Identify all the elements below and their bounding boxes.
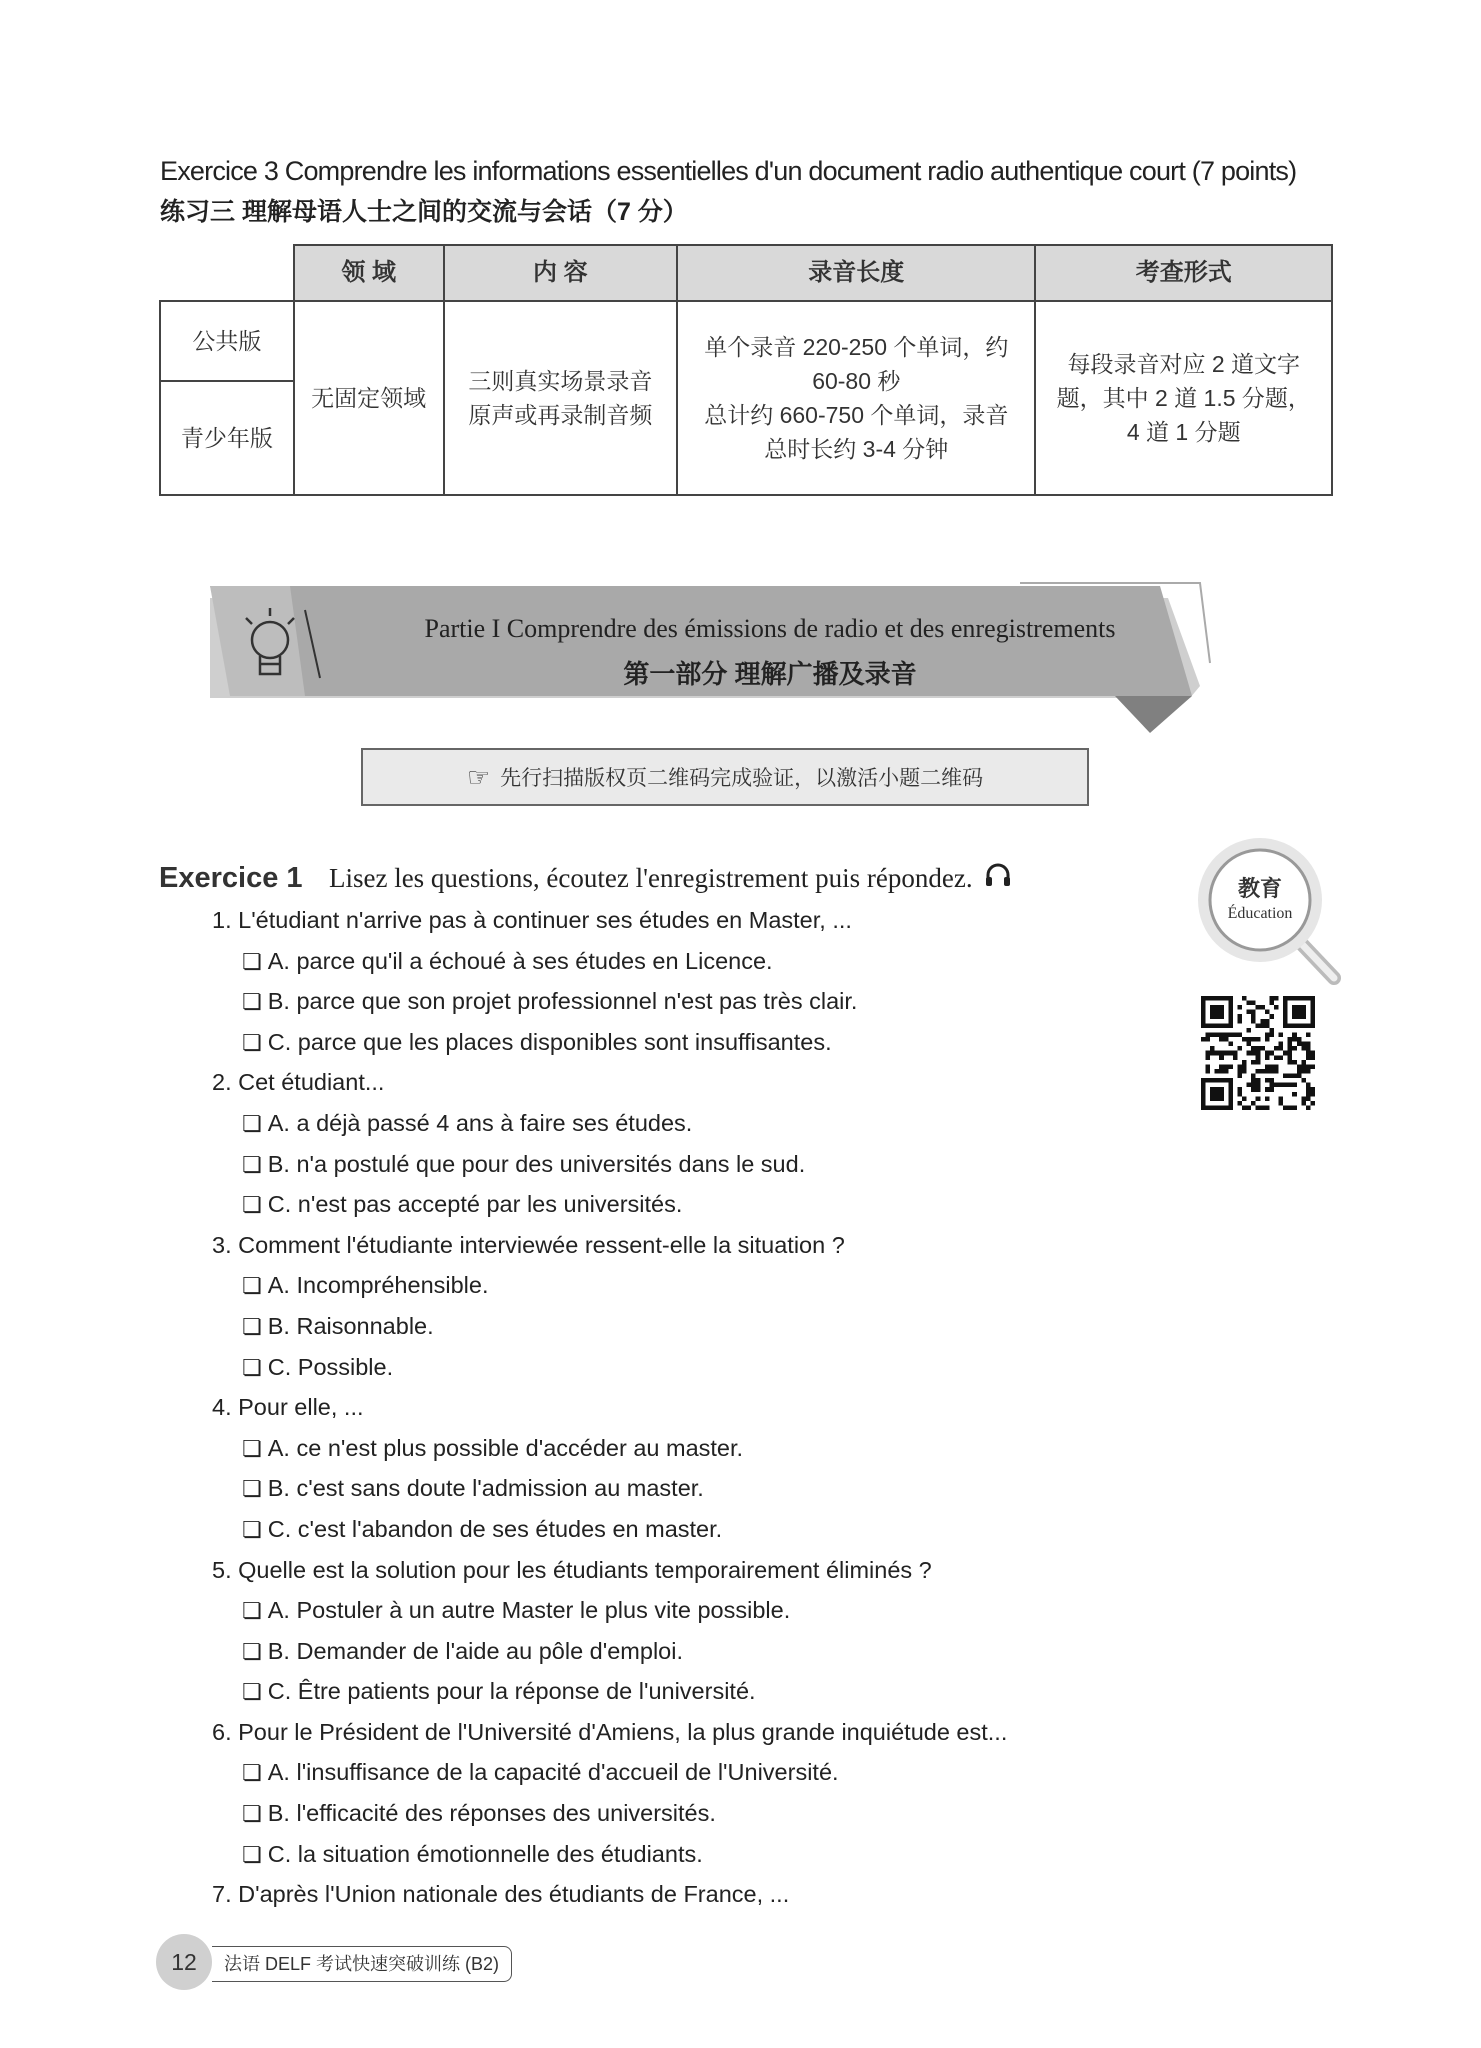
length-line: 60-80 秒 [812,368,901,394]
question-6: 6. Pour le Président de l'Université d'Amiens, la plus grande inquiétude est... [212,1718,1008,1745]
answer-option-label: B. Raisonnable. [267,1312,434,1339]
answer-option[interactable] [212,1468,1212,1509]
answer-option[interactable] [212,1793,1212,1834]
question-7: 7. D'après l'Union nationale des étudiants de France, ... [212,1881,790,1908]
table-corner [160,245,294,301]
checkbox-icon[interactable]: ❏ [242,1476,262,1502]
cell-content [444,301,678,495]
version-public: 公共版 [160,301,294,381]
table-row [160,301,1332,381]
answer-option[interactable] [212,1022,1212,1063]
answer-option[interactable] [212,1103,1212,1144]
checkbox-icon[interactable]: ❏ [242,989,262,1015]
banner-fold [1115,696,1192,733]
answer-option[interactable] [212,1265,1212,1306]
badge-fr: Éducation [1227,905,1293,922]
table-header-row [160,245,1332,301]
answer-option-label: A. Incompréhensible. [267,1272,489,1299]
question-2: 2. Cet étudiant... [212,1069,385,1096]
answer-option-label: A. l'insuffisance de la capacité d'accueil de l'Université. [267,1759,839,1786]
answer-option[interactable] [212,1590,1212,1631]
length-line: 单个录音 220-250 个单词，约 [704,334,1009,360]
answer-option[interactable] [212,1428,1212,1469]
answer-option-label: C. Possible. [267,1353,394,1380]
answer-option-label: C. la situation émotionnelle des étudiants. [267,1840,703,1867]
pointing-hand-icon: ☞ [466,761,491,792]
answer-option[interactable] [212,1306,1212,1347]
answer-option-label: B. parce que son projet professionnel n'est pas très clair. [267,988,858,1015]
answer-option-label: B. l'efficacité des réponses des universités. [267,1800,716,1827]
scan-notice-box [361,748,1089,806]
format-line: 题，其中 2 道 1.5 分题， [1056,385,1311,411]
answer-option-label: A. a déjà passé 4 ans à faire ses études. [267,1109,693,1136]
header-domain: 领 域 [294,245,444,301]
exercise1-heading [159,862,1011,895]
answer-option-label: C. parce que les places disponibles sont insuffisantes. [267,1028,832,1055]
format-line: 每段录音对应 2 道文字 [1067,351,1301,377]
checkbox-icon[interactable]: ❏ [242,1598,262,1624]
cell-format [1035,301,1332,495]
checkbox-icon[interactable]: ❏ [242,1110,262,1136]
checkbox-icon[interactable]: ❏ [242,1679,262,1705]
checkbox-icon[interactable]: ❏ [242,1435,262,1461]
question-5: 5. Quelle est la solution pour les étudiants temporairement éliminés ? [212,1556,932,1583]
answer-option-label: A. parce qu'il a échoué à ses études en Licence. [267,947,773,974]
answer-option-label: C. n'est pas accepté par les universités. [267,1191,683,1218]
checkbox-icon[interactable]: ❏ [242,1760,262,1786]
cell-length [677,301,1035,495]
format-line: 4 道 1 分题 [1126,419,1241,445]
answer-option-label: C. Être patients pour la réponse de l'université. [267,1678,756,1705]
education-magnifier-badge [1188,830,1342,990]
header-content: 内 容 [444,245,678,301]
checkbox-icon[interactable]: ❏ [242,1841,262,1867]
exam-info-table [159,244,1333,496]
answer-option-label: B. Demander de l'aide au pôle d'emploi. [267,1637,683,1664]
question-4: 4. Pour elle, ... [212,1394,364,1421]
header-format: 考查形式 [1035,245,1332,301]
length-line: 总计约 660-750 个单词，录音 [704,402,1009,428]
checkbox-icon[interactable]: ❏ [242,1273,262,1299]
checkbox-icon[interactable]: ❏ [242,1516,262,1542]
checkbox-icon[interactable]: ❏ [242,1192,262,1218]
headphones-icon[interactable] [985,863,1011,887]
question-3: 3. Comment l'étudiante interviewée ressent-elle la situation ? [212,1231,845,1258]
exercise1-instruction: Lisez les questions, écoutez l'enregistrement puis répondez. [328,863,973,893]
checkbox-icon[interactable]: ❏ [242,1801,262,1827]
page-number: 12 [156,1934,212,1990]
answer-option[interactable] [212,941,1212,982]
answer-option-label: B. n'a postulé que pour des universités dans le sud. [267,1150,806,1177]
checkbox-icon[interactable]: ❏ [242,1151,262,1177]
checkbox-icon[interactable]: ❏ [242,1638,262,1664]
length-line: 总时长约 3-4 分钟 [764,436,949,462]
answer-option[interactable] [212,1834,1212,1875]
answer-option[interactable] [212,1631,1212,1672]
answer-option-label: A. ce n'est plus possible d'accéder au master. [267,1434,744,1461]
header-length: 录音长度 [677,245,1035,301]
badge-zh: 教育 [1237,877,1283,902]
checkbox-icon[interactable]: ❏ [242,1354,262,1380]
qr-code[interactable] [1201,996,1315,1110]
answer-option[interactable] [212,1144,1212,1185]
question-1: 1. L'étudiant n'arrive pas à continuer ses études en Master, ... [212,907,852,933]
answer-option-label: A. Postuler à un autre Master le plus vite possible. [267,1597,791,1624]
version-youth: 青少年版 [160,381,294,495]
answer-option[interactable] [212,1752,1212,1793]
exercise3-subtitle: 练习三 理解母语人士之间的交流与会话（7 分） [160,198,688,226]
answer-option-label: B. c'est sans doute l'admission au master. [267,1475,704,1502]
cell-domain: 无固定领域 [294,301,444,495]
content-line: 三则真实场景录音 [468,368,653,394]
scan-notice-text: 先行扫描版权页二维码完成验证，以激活小题二维码 [500,767,984,790]
question-list [212,900,1212,1915]
answer-option[interactable] [212,1184,1212,1225]
content-line: 原声或再录制音频 [468,402,653,428]
answer-option-label: C. c'est l'abandon de ses études en master. [267,1515,723,1542]
answer-option[interactable] [212,1671,1212,1712]
exercise1-label: Exercice 1 [159,862,303,894]
checkbox-icon[interactable]: ❏ [242,1029,262,1055]
answer-option[interactable] [212,981,1212,1022]
book-title: 法语 DELF 考试快速突破训练 (B2) [212,1946,512,1982]
answer-option[interactable] [212,1509,1212,1550]
exercise3-title: Exercice 3 Comprendre les informations essentielles d'un document radio authentique court (7 points) [160,156,1297,186]
checkbox-icon[interactable]: ❏ [242,948,262,974]
banner-title-fr: Partie I Comprendre des émissions de radio et des enregistrements [424,614,1116,643]
answer-option[interactable] [212,1347,1212,1388]
checkbox-icon[interactable]: ❏ [242,1313,262,1339]
banner-title-zh: 第一部分 理解广播及录音 [623,659,917,689]
